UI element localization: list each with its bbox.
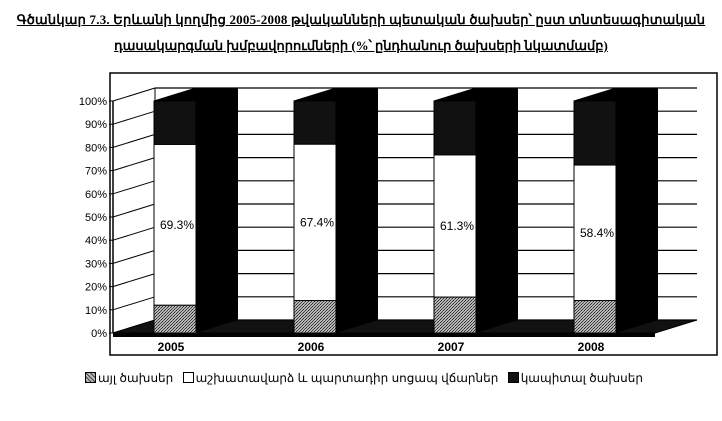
y-tick-label: 0% bbox=[91, 328, 107, 340]
floor-edge bbox=[113, 333, 655, 337]
legend-swatch-wage bbox=[183, 372, 194, 383]
y-axis bbox=[79, 96, 113, 340]
bar-other-2005 bbox=[154, 305, 196, 333]
y-tick-label: 50% bbox=[84, 212, 107, 224]
bar-other-2006 bbox=[294, 301, 336, 333]
bar-side-2007 bbox=[476, 88, 518, 333]
chart-title-line1: Գծանկար 7.3. Երևանի կողմից 2005-2008 թվականների պետական ծախսեր՝ ըստ տնտեսագիտական bbox=[16, 12, 706, 27]
y-tick-label: 20% bbox=[84, 281, 107, 294]
legend-swatch-capital bbox=[508, 372, 519, 383]
x-tick-label: 2005 bbox=[157, 340, 185, 354]
legend-label-capital: կապիտալ ծախսեր bbox=[520, 371, 643, 385]
bar-other-2007 bbox=[434, 297, 476, 333]
x-tick-label: 2006 bbox=[297, 340, 325, 354]
data-label-2005: 69.3% bbox=[159, 217, 195, 232]
bar-capital-2008 bbox=[574, 101, 616, 165]
y-tick-label: 80% bbox=[84, 142, 107, 155]
data-label-2006: 67.4% bbox=[299, 215, 335, 230]
x-tick-label: 2008 bbox=[577, 340, 605, 354]
y-tick-label: 60% bbox=[84, 188, 107, 201]
bar-side-2008 bbox=[616, 88, 658, 333]
y-tick-label: 40% bbox=[84, 235, 107, 248]
bar-capital-2007 bbox=[434, 101, 476, 155]
y-tick-label: 70% bbox=[84, 165, 107, 178]
legend-label-wage: աշխատավարձ և պարտադիր սոցապ վճարներ bbox=[195, 371, 499, 385]
bar-side-2005 bbox=[196, 88, 238, 333]
legend-swatch-other bbox=[85, 372, 96, 383]
data-label-2008: 58.4% bbox=[579, 225, 615, 240]
chart-title-line2: դասակարգման խմբավորումների (%՝ ընդհանուր ծախսերի նկատմամբ) bbox=[114, 38, 608, 53]
legend-label-other: այլ ծախսեր bbox=[97, 371, 174, 385]
legend bbox=[0, 371, 722, 385]
bar-other-2008 bbox=[574, 301, 616, 333]
x-tick-label: 2007 bbox=[437, 340, 465, 354]
bar-side-2006 bbox=[336, 88, 378, 333]
data-label-2007: 61.3% bbox=[439, 218, 475, 233]
bar-capital-2005 bbox=[154, 101, 196, 144]
y-tick-label: 30% bbox=[84, 258, 107, 271]
y-tick-label: 100% bbox=[78, 96, 107, 108]
y-tick-label: 90% bbox=[84, 119, 107, 132]
bar-capital-2006 bbox=[294, 101, 336, 144]
y-tick-label: 10% bbox=[84, 304, 107, 317]
